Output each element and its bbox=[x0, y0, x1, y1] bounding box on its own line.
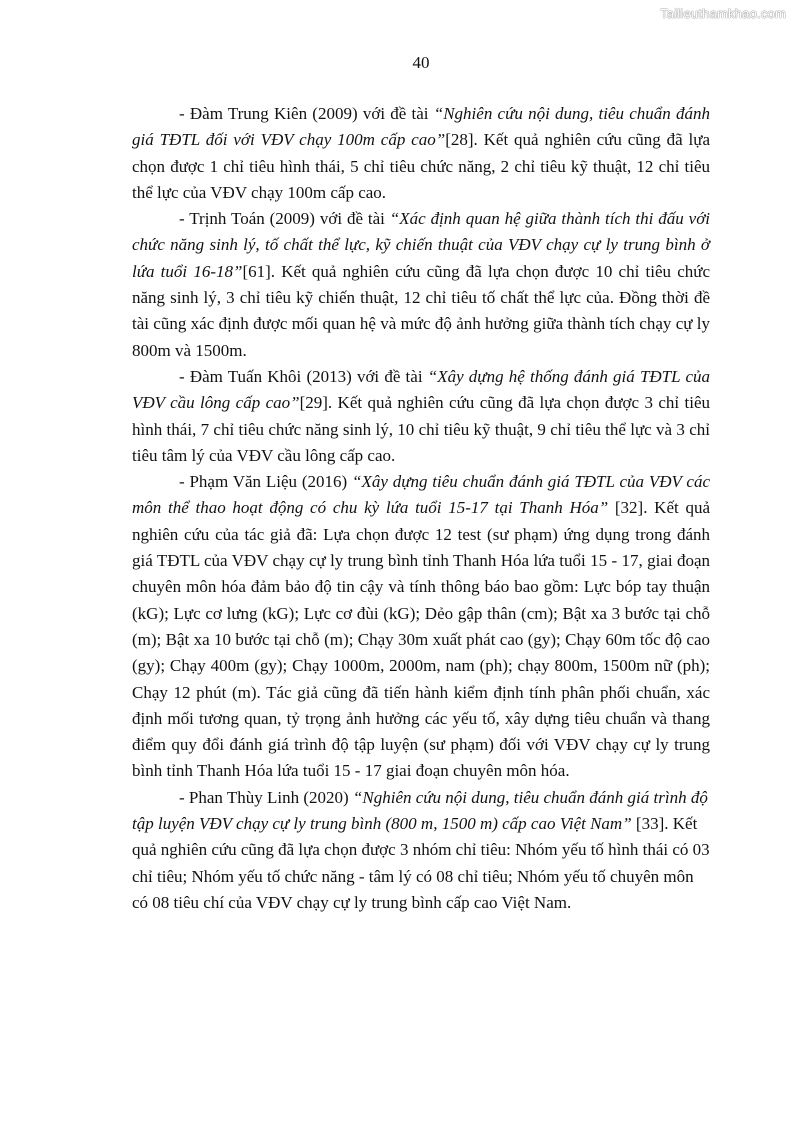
paragraph-body: [29]. Kết quả nghiên cứu cũng đã lựa chọn được 3 chỉ tiêu hình thái, 7 chỉ tiêu chức năng sinh lý, 10 chỉ tiêu kỹ thuật, 9 chỉ tiêu thể lực và 3 chỉ tiêu tâm lý của VĐV cầu lông cấp cao. bbox=[132, 393, 710, 465]
paragraph-body: [61]. Kết quả nghiên cứu cũng đã lựa chọn được 10 chỉ tiêu chức năng sinh lý, 3 chỉ tiêu kỹ chiến thuật, 12 chỉ tiêu tố chất thể lực của. Đồng thời đề tài cũng xác định được mối quan hệ và mức độ ảnh hưởng giữa thành tích chạy cự ly 800m và 1500m. bbox=[132, 261, 710, 360]
paragraph-lead: - Trịnh Toán (2009) với đề tài bbox=[179, 209, 390, 229]
paragraph-lead: - Đàm Trung Kiên (2009) với đề tài bbox=[179, 104, 434, 123]
study-title: “Nghiên cứu nội dung, tiêu chuẩn đánh giá trình độ tập luyện VĐV chạy cự ly trung bình (800 m, 1500 m) cấp cao Việt Nam” bbox=[132, 787, 708, 834]
paragraph-dam-tuan-khoi bbox=[132, 364, 710, 469]
document-body bbox=[132, 101, 710, 916]
study-title: “Xây dựng tiêu chuẩn đánh giá TĐTL của VĐV các môn thể thao hoạt động có chu kỳ lứa tuổi 15-17 tại Thanh Hóa” bbox=[132, 472, 711, 518]
watermark-text: Tailieuthamkhao.com bbox=[660, 6, 786, 21]
paragraph-dam-trung-kien bbox=[132, 101, 710, 206]
page-number: 40 bbox=[412, 53, 430, 72]
paragraph-lead: - Đàm Tuấn Khôi (2013) với đề tài bbox=[179, 366, 428, 386]
paragraph-lead: - Phạm Văn Liệu (2016) bbox=[179, 472, 352, 492]
study-title: “Nghiên cứu nội dung, tiêu chuẩn đánh giá TĐTL đối với VĐV chạy 100m cấp cao” bbox=[132, 104, 711, 150]
paragraph-body: [28]. Kết quả nghiên cứu cũng đã lựa chọn được 1 chỉ tiêu hình thái, 5 chỉ tiêu chức năng, 2 chỉ tiêu kỹ thuật, 12 chỉ tiêu thể lực của VĐV chạy 100m cấp cao. bbox=[132, 130, 710, 202]
paragraph-phan-thuy-linh bbox=[132, 785, 710, 916]
paragraph-body: [33]. Kết quả nghiên cứu cũng đã lựa chọn được 3 nhóm chỉ tiêu: Nhóm yếu tố hình thái có 03 chỉ tiêu; Nhóm yếu tố chức năng - tâm lý có 08 chỉ tiêu; Nhóm yếu tố chuyên môn có 08 tiêu chí của VĐV chạy cự ly trung bình cấp cao Việt Nam. bbox=[132, 814, 710, 912]
paragraph-body: [32]. Kết quả nghiên cứu của tác giả đã: Lựa chọn được 12 test (sư phạm) ứng dụng trong đánh giá TĐTL của VĐV chạy cự ly trung bình tỉnh Thanh Hóa lứa tuổi 15 - 17, giai đoạn chuyên môn hóa đảm bảo độ tin cậy và tính thông báo bao gồm: Lực bóp tay thuận (kG); Lực cơ lưng (kG); Lực cơ đùi (kG); Dẻo gập thân (cm); Bật xa 3 bước tại chỗ (m); Bật xa 10 bước tại chỗ (m); Chạy 30m xuất phát cao (gy); Chạy 60m tốc độ cao (gy); Chạy 400m (gy); Chạy 1000m, 2000m, nam (ph); chạy 800m, 1500m nữ (ph); Chạy 12 phút (m). Tác giả cũng đã tiến hành kiểm định tính phân phối chuẩn, xác định mối tương quan, tỷ trọng ảnh hưởng các yếu tố, xây dựng tiêu chuẩn và thang điểm quy đổi đánh giá trình độ tập luyện (sư phạm) đối với VĐV chạy cự ly trung bình tỉnh Thanh Hóa lứa tuổi 15 - 17 giai đoạn chuyên môn hóa. bbox=[132, 498, 710, 781]
study-title: “Xây dựng hệ thống đánh giá TĐTL của VĐV cầu lông cấp cao” bbox=[132, 366, 711, 413]
study-title: “Xác định quan hệ giữa thành tích thi đấu với chức năng sinh lý, tố chất thể lực, kỹ chiến thuật của VĐV chạy cự ly trung bình ở lứa tuổi 16-18” bbox=[132, 209, 710, 281]
paragraph-trinh-toan bbox=[132, 206, 710, 364]
paragraph-lead: - Phan Thùy Linh (2020) bbox=[179, 787, 353, 807]
paragraph-pham-van-lieu bbox=[132, 469, 710, 785]
